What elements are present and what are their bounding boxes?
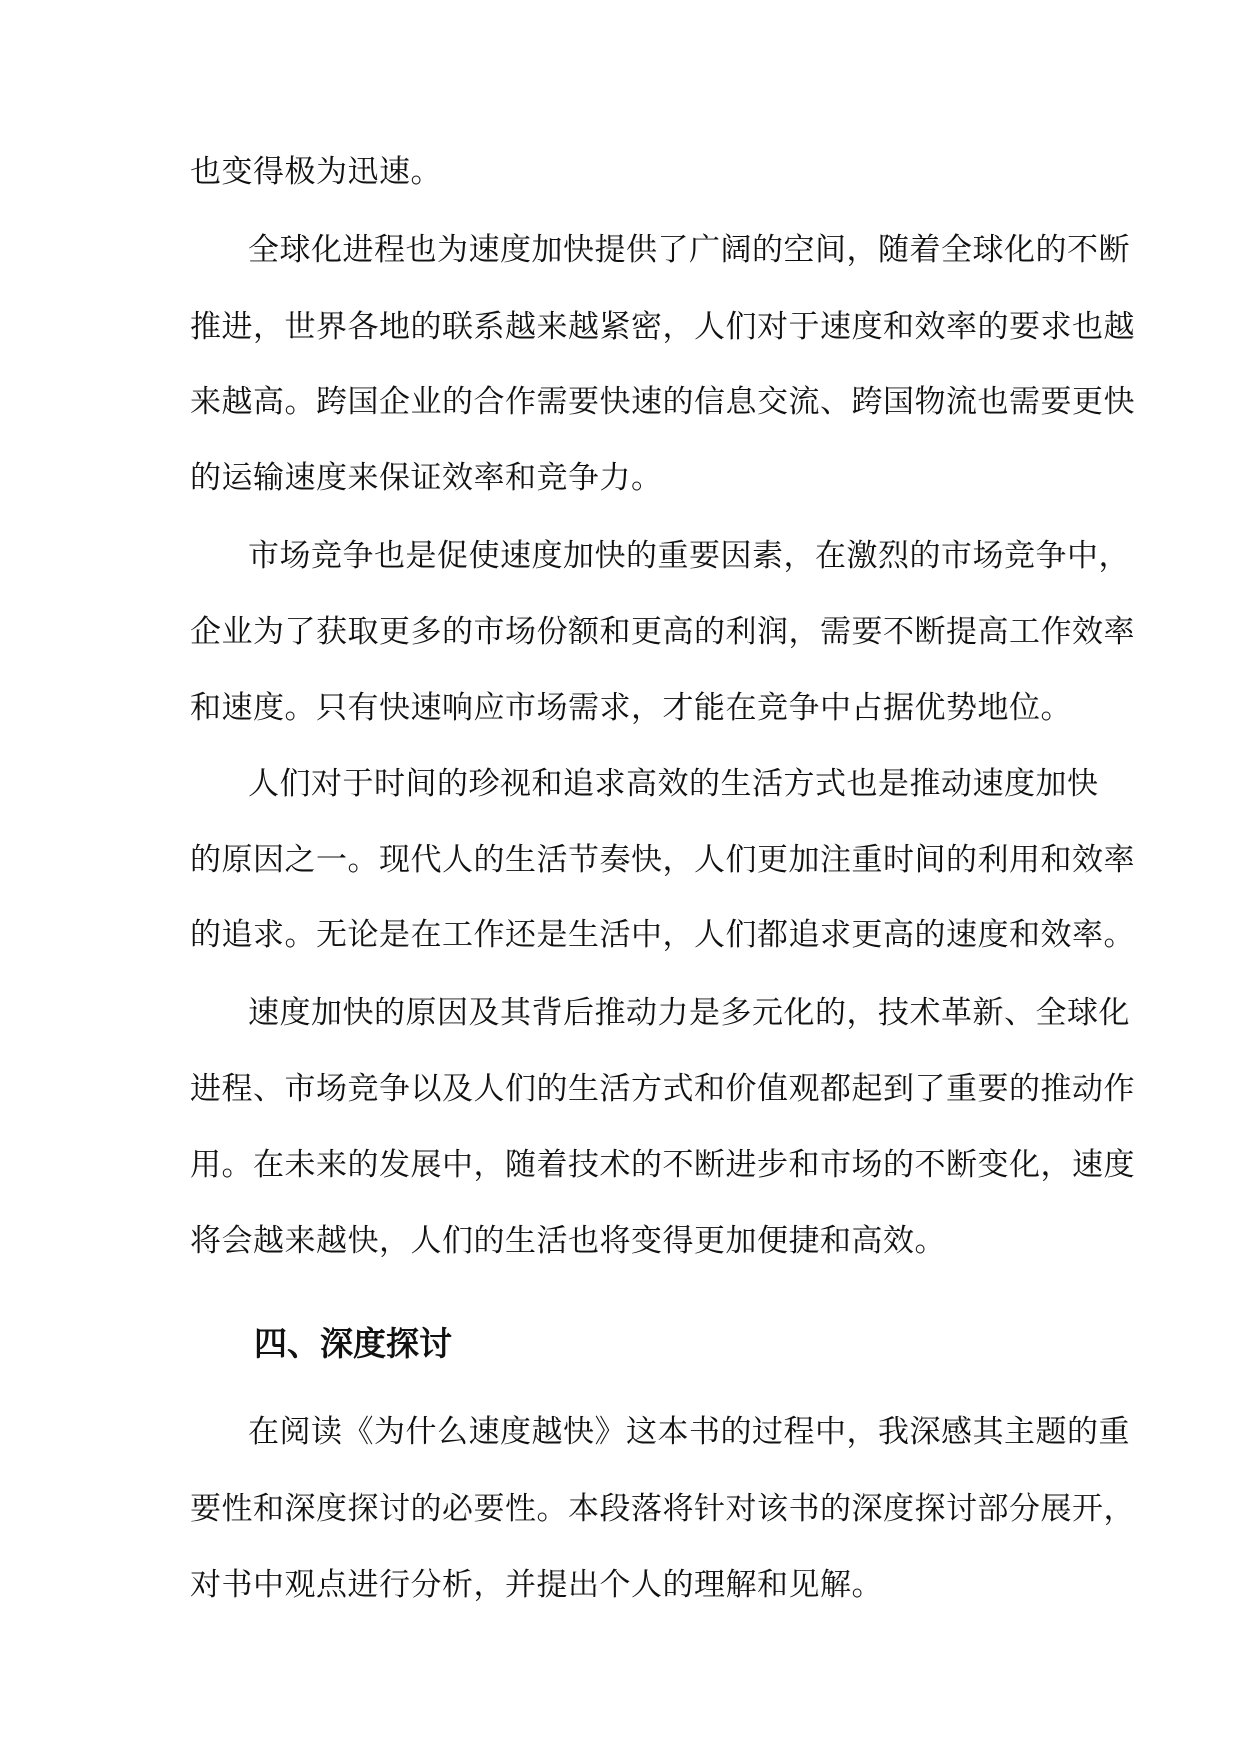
paragraph-line: 的追求。无论是在工作还是生活中，人们都追求更高的速度和效率。 (190, 917, 1135, 953)
paragraph-line: 全球化进程也为速度加快提供了广阔的空间，随着全球化的不断 (248, 232, 1130, 268)
paragraph-line: 也变得极为迅速。 (190, 154, 442, 190)
paragraph-line: 要性和深度探讨的必要性。本段落将针对该书的深度探讨部分展开， (190, 1491, 1135, 1527)
paragraph-line: 速度加快的原因及其背后推动力是多元化的，技术革新、全球化 (248, 995, 1130, 1031)
paragraph-line: 来越高。跨国企业的合作需要快速的信息交流、跨国物流也需要更快 (190, 384, 1135, 420)
paragraph-line: 在阅读《为什么速度越快》这本书的过程中，我深感其主题的重 (248, 1414, 1130, 1450)
paragraph-line: 的运输速度来保证效率和竞争力。 (190, 460, 663, 496)
paragraph-line: 推进，世界各地的联系越来越紧密，人们对于速度和效率的要求也越 (190, 309, 1135, 345)
paragraph-line: 市场竞争也是促使速度加快的重要因素，在激烈的市场竞争中， (248, 538, 1130, 574)
paragraph-line: 用。在未来的发展中，随着技术的不断进步和市场的不断变化，速度 (190, 1147, 1135, 1183)
section-heading: 四、深度探讨 (254, 1324, 452, 1363)
paragraph-line: 进程、市场竞争以及人们的生活方式和价值观都起到了重要的推动作 (190, 1071, 1135, 1107)
paragraph-line: 的原因之一。现代人的生活节奏快，人们更加注重时间的利用和效率 (190, 842, 1135, 878)
paragraph-line: 对书中观点进行分析，并提出个人的理解和见解。 (190, 1567, 883, 1603)
paragraph-line: 和速度。只有快速响应市场需求，才能在竞争中占据优势地位。 (190, 690, 1072, 726)
paragraph-line: 人们对于时间的珍视和追求高效的生活方式也是推动速度加快 (248, 766, 1099, 802)
paragraph-line: 将会越来越快，人们的生活也将变得更加便捷和高效。 (190, 1223, 946, 1259)
paragraph-line: 企业为了获取更多的市场份额和更高的利润，需要不断提高工作效率 (190, 614, 1135, 650)
